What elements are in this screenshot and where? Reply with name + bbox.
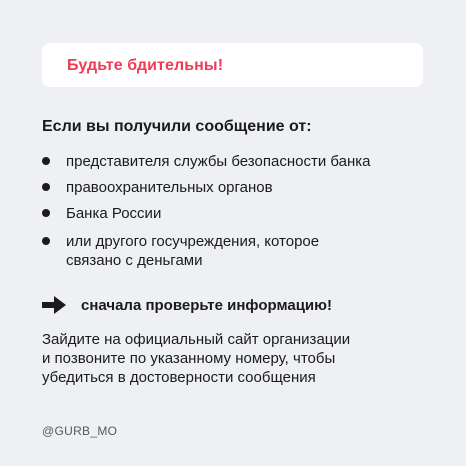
list-item-text: Банка России [66,205,162,222]
arrow-right-icon [42,296,66,314]
action-text: сначала проверьте информацию! [81,296,332,314]
list-item [42,232,442,270]
bullet-icon [42,157,50,165]
list-item-text: правоохранительных органов [66,179,273,196]
alert-card [42,43,423,87]
list-item [42,204,442,223]
list-item-text: или другого госучреждения, которое связано с деньгами [66,233,320,269]
social-handle: @GURB_MO [42,424,118,438]
list-item [42,152,442,171]
bullet-icon [42,209,50,217]
bullet-icon [42,183,50,191]
bullet-icon [42,237,50,245]
list-item-text: представителя службы безопасности банка [66,153,371,170]
action-callout [42,295,332,315]
sender-list [42,152,442,277]
list-item [42,178,442,197]
alert-title: Будьте бдительны! [67,57,224,74]
instruction-paragraph: Зайдите на официальный сайт организации и позвоните по указанному номеру, чтобы убедиться в достоверности сообщения [42,331,351,386]
section-heading: Если вы получили сообщение от: [42,118,312,135]
